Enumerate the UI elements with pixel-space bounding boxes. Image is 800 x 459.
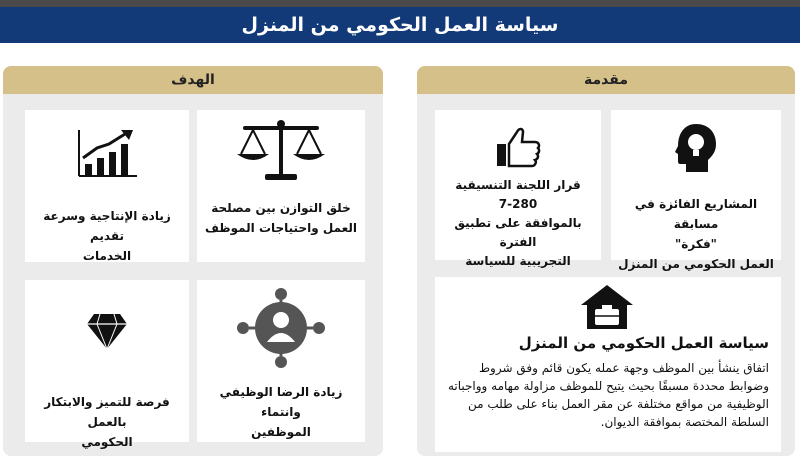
thumbs-up-icon [495, 124, 541, 176]
house-briefcase-icon [579, 283, 635, 335]
goal-panel [3, 66, 383, 456]
intro-card-line: التجريبية للسياسة [465, 254, 571, 268]
growth-chart-icon [75, 128, 139, 186]
goal-card-line: فرصة للتميز والابتكار بالعمل [44, 395, 170, 429]
goal-card-line: زيادة الرضا الوظيفي وانتماء [219, 385, 343, 419]
balance-scale-icon [233, 118, 329, 192]
intro-card-decision [435, 110, 601, 268]
page-title: سياسة العمل الحكومي من المنزل [0, 7, 800, 43]
policy-body: اتفاق ينشأ بين الموظف وجهة عمله يكون قائم وفق شروط وضوابط محددة مسبقًا بحيث يتيح للموظف مزاولة مهامه وواجباته الوظيفية من مواقع مختلفة عن مقر العمل بناء على طلب من السلطة المختصة بموافقة الديوان. [447, 361, 769, 429]
intro-card-line: العمل الحكومي من المنزل [618, 257, 774, 271]
intro-card-line: 7-280 [498, 197, 538, 211]
policy-title: سياسة العمل الحكومي من المنزل [518, 334, 769, 352]
goal-card-balance [197, 110, 365, 262]
goal-card-productivity [25, 110, 189, 262]
diamond-icon [86, 312, 128, 356]
intro-panel [417, 66, 795, 456]
policy-definition-card [435, 277, 781, 452]
intro-card-line: "فكرة" [675, 237, 717, 251]
goal-card-line: الخدمات [82, 249, 132, 263]
goal-card-line: الحكومي [81, 435, 133, 449]
intro-card-fikra [611, 110, 781, 271]
top-strip [0, 0, 800, 7]
head-lightbulb-icon [674, 122, 718, 180]
goal-card-satisfaction [197, 280, 365, 442]
intro-card-line: بالموافقة على تطبيق الفترة [454, 216, 582, 249]
intro-panel-header: مقدمة [417, 66, 795, 94]
intro-card-line: قرار اللجنة التنسيقية [455, 178, 581, 192]
goal-card-line: الموظفين [251, 425, 311, 439]
goal-card-line: خلق التوازن بين مصلحة [211, 201, 351, 215]
people-network-icon [235, 288, 327, 374]
intro-card-line: المشاريع الفائزة في مسابقة [634, 197, 758, 231]
goal-card-line: العمل واحتياجات الموظف [204, 221, 358, 235]
goal-card-innovation [25, 280, 189, 449]
goal-card-line: زيادة الإنتاجية وسرعة تقديم [43, 209, 171, 243]
goal-panel-header: الهدف [3, 66, 383, 94]
